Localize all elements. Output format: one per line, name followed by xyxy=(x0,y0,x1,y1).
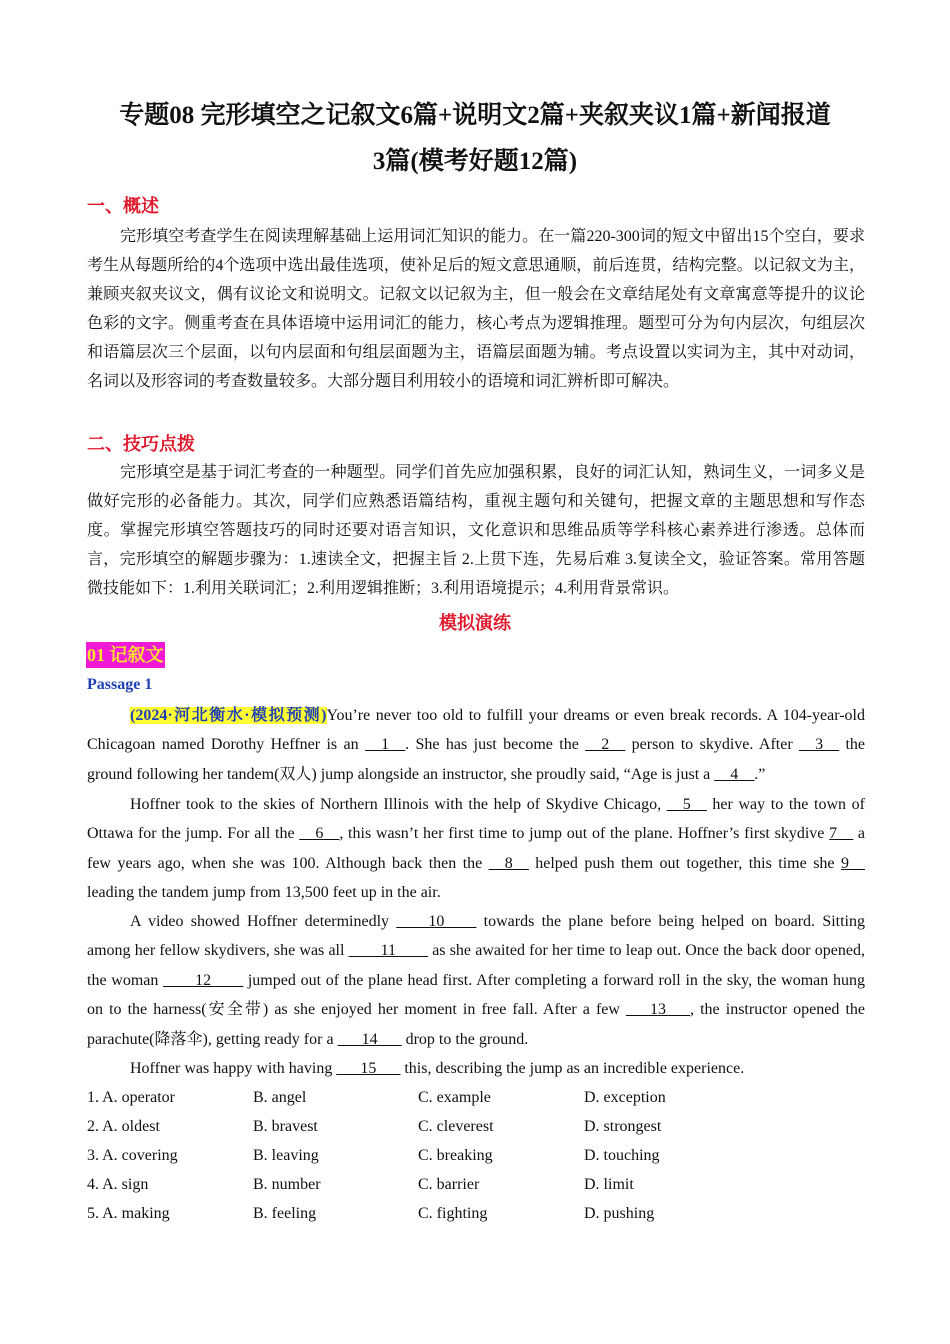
blank-2: __2__ xyxy=(585,736,626,754)
blank-12: ____12____ xyxy=(163,971,244,989)
option-4c: C. barrier xyxy=(418,1176,480,1193)
blank-7: 7__ xyxy=(829,825,854,843)
passage-text: this, describing the jump as an incredible experience. xyxy=(400,1060,745,1077)
option-3d: D. touching xyxy=(584,1147,660,1164)
option-2b: B. bravest xyxy=(253,1118,318,1135)
document-title-line-1: 专题08 完形填空之记叙文6篇+说明文2篇+夹叙夹议1篇+新闻报道 xyxy=(119,102,831,129)
passage-text: .” xyxy=(754,765,766,783)
option-3a: 3. A. covering xyxy=(87,1147,178,1164)
tips-paragraph: 完形填空是基于词汇考查的一种题型。同学们首先应加强积累，良好的词汇认知，熟词生义，一词多义是做好完形的必备能力。其次，同学们应熟悉语篇结构，重视主题句和关键句，把握文章的主题思想和写作态度。掌握完形填空答题技巧的同时还要对语言知识，文化意识和思维品质等学科核心素养进行渗透。总体而言，完形填空的解题步骤为：1.速读全文，把握主旨 2.上贯下连，先易后难 3.复读全文，验证答案。常用答题微技能如下：1.利用关联词汇；2.利用逻辑推断；3.利用语境提示；4.利用背景常识。 xyxy=(87,464,865,597)
passage-text: A video showed Hoffner determinedly xyxy=(130,913,397,930)
passage-text: person to skydive. After xyxy=(625,736,800,754)
passage-text: the ground following her tandem(双人) jump alongside an instructor, she proudly said, “Age is just a xyxy=(87,736,866,783)
blank-5: __5__ xyxy=(666,796,707,813)
passage-text: . She has just become the xyxy=(405,736,586,754)
blank-11: ____11____ xyxy=(348,942,429,960)
blank-13: ___13___ xyxy=(626,1001,691,1019)
passage-text: Hoffner took to the skies of Northern Illinois with the help of Skydive Chicago, xyxy=(130,796,667,813)
question-row-5 xyxy=(87,1199,865,1228)
option-5b: B. feeling xyxy=(253,1205,317,1222)
option-1c: C. example xyxy=(418,1089,491,1106)
option-5c: C. fighting xyxy=(418,1205,488,1222)
passage-paragraph-4 xyxy=(87,1054,865,1083)
passage-text: as she awaited for her time to leap out. Once the back door opened, the woman xyxy=(87,942,865,989)
option-1d: D. exception xyxy=(584,1089,666,1106)
option-4b: B. number xyxy=(253,1176,321,1193)
option-1a: 1. A. operator xyxy=(87,1089,175,1106)
category-tag: 01 记叙文 xyxy=(86,642,165,668)
blank-9: 9__ xyxy=(841,854,865,872)
passage-text: , the instructor opened the parachute(降落伞), getting ready for a xyxy=(87,1001,865,1048)
practice-heading: 模拟演练 xyxy=(439,613,511,633)
option-3b: B. leaving xyxy=(253,1147,319,1164)
option-4a: 4. A. sign xyxy=(87,1176,149,1193)
question-row-3 xyxy=(87,1141,865,1170)
blank-10: ____10____ xyxy=(396,913,477,930)
passage-text: drop to the ground. xyxy=(401,1030,529,1048)
blank-4: __4__ xyxy=(714,765,755,783)
passage-text: towards the plane before being helped on board. Sitting among her fellow skydivers, she was all xyxy=(87,913,866,960)
blank-14: ___14___ xyxy=(337,1030,402,1048)
passage-label: Passage 1 xyxy=(87,676,153,693)
overview-paragraph: 完形填空考查学生在阅读理解基础上运用词汇知识的能力。在一篇220-300词的短文中留出15个空白，要求考生从每题所给的4个选项中选出最佳选项，使补足后的短文意思通顺，前后连贯，结构完整。以记叙文为主，兼顾夹叙夹议文，偶有议论文和说明文。记叙文以记叙为主，但一般会在文章结尾处有文章寓意等提升的议论色彩的文字。侧重考查在具体语境中运用词汇的能力，核心考点为逻辑推理。题型可分为句内层次，句组层次和语篇层次三个层面，以句内层面和句组层面题为主，语篇层面题为辅。考点设置以实词为主，其中对动词，名词以及形容词的考查数量较多。大部分题目利用较小的语境和词汇辨析即可解决。 xyxy=(87,228,865,390)
option-5a: 5. A. making xyxy=(87,1205,170,1222)
passage-text: leading the tandem jump from 13,500 feet up in the air. xyxy=(87,884,441,902)
option-2d: D. strongest xyxy=(584,1118,662,1135)
passage-text: , this wasn’t her first time to jump out of the plane. Hoffner’s first skydive xyxy=(339,825,830,843)
passage-text: helped push them out together, this time she xyxy=(528,854,841,872)
section-heading-overview: 一、概述 xyxy=(87,196,159,216)
passage-text: her way to the town of Ottawa for the jump. For all the xyxy=(87,796,866,843)
option-2a: 2. A. oldest xyxy=(87,1118,160,1135)
blank-1: __1__ xyxy=(365,736,406,754)
document-title-line-2: 3篇(模考好题12篇) xyxy=(372,148,578,175)
blank-6: __6__ xyxy=(299,825,340,843)
passage-paragraph-2 xyxy=(87,790,865,908)
passage-text: You’re never too old to fulfill your dreams or even break records. A 104-year-old Chicagoan named Dorothy Heffner is an xyxy=(87,707,865,754)
question-row-4 xyxy=(87,1170,865,1199)
blank-3: __3__ xyxy=(799,736,840,754)
option-3c: C. breaking xyxy=(418,1147,493,1164)
passage-text: jumped out of the plane head first. After completing a forward roll in the sky, the woman hung on to the harness(安全带) as she enjoyed her moment in free fall. After a few xyxy=(87,971,865,1019)
section-heading-tips: 二、技巧点拨 xyxy=(87,434,195,454)
option-1b: B. angel xyxy=(253,1089,307,1106)
passage-paragraph-3 xyxy=(87,907,865,1054)
blank-8: __8__ xyxy=(488,854,529,872)
option-5d: D. pushing xyxy=(584,1205,655,1222)
option-2c: C. cleverest xyxy=(418,1118,494,1135)
question-row-2 xyxy=(87,1112,865,1141)
passage-paragraph-1 xyxy=(87,701,865,789)
passage-text: a few years ago, when she was 100. Although back then the xyxy=(87,825,866,872)
source-tag: (2024·河北衡水·模拟预测) xyxy=(130,707,327,724)
blank-15: ___15___ xyxy=(336,1060,401,1077)
option-4d: D. limit xyxy=(584,1176,634,1193)
passage-text: Hoffner was happy with having xyxy=(130,1060,337,1077)
question-row-1 xyxy=(87,1083,865,1112)
